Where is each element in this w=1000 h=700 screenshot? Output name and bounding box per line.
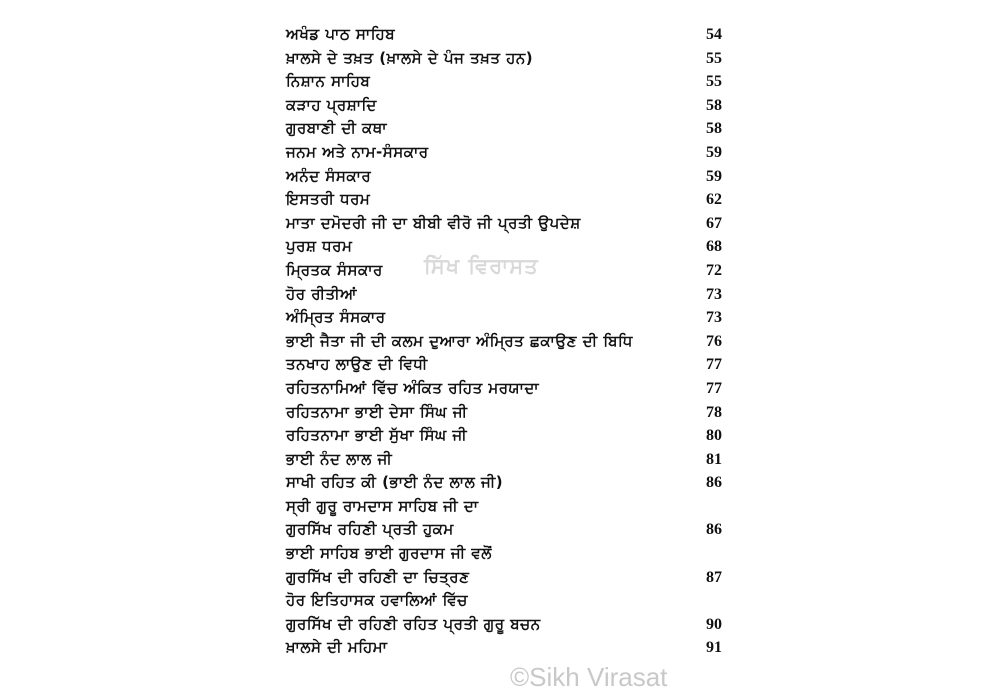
toc-entry-title: ਖ਼ਾਲਸੇ ਦੀ ਮਹਿਮਾ bbox=[286, 638, 388, 657]
toc-entry bbox=[286, 377, 722, 401]
toc-entry bbox=[286, 589, 722, 613]
toc-entry-page: 72 bbox=[706, 261, 722, 279]
toc-entry bbox=[286, 401, 722, 425]
toc-entry-title: ਭਾਈ ਜੈਤਾ ਜੀ ਦੀ ਕਲਮ ਦੁਆਰਾ ਅੰਮ੍ਰਿਤ ਛਕਾਉਣ ਦੀ ਬਿਧਿ bbox=[286, 331, 633, 350]
toc-entry-title: ਅਨੰਦ ਸੰਸਕਾਰ bbox=[286, 166, 372, 185]
toc-entry-page: 55 bbox=[706, 73, 722, 91]
toc-entry-page: 86 bbox=[706, 474, 722, 492]
toc-entry-title: ਰਹਿਤਨਾਮਾ ਭਾਈ ਸੁੱਖਾ ਸਿੰਘ ਜੀ bbox=[286, 426, 468, 445]
toc-entry-title: ਖ਼ਾਲਸੇ ਦੇ ਤਖ਼ਤ (ਖ਼ਾਲਸੇ ਦੇ ਪੰਜ ਤਖ਼ਤ ਹਨ) bbox=[286, 48, 534, 67]
toc-entry-page: 58 bbox=[706, 120, 722, 138]
toc-entry-title: ਜਨਮ ਅਤੇ ਨਾਮ-ਸੰਸਕਾਰ bbox=[286, 142, 429, 161]
toc-entry-title: ਗੁਰਬਾਣੀ ਦੀ ਕਥਾ bbox=[286, 119, 388, 138]
watermark-text: ਸਿੱਖ ਵਿਰਾਸਤ bbox=[424, 254, 539, 278]
toc-entry-page: 77 bbox=[706, 379, 722, 397]
toc-entry-page: 59 bbox=[706, 167, 722, 185]
toc-entry-page: 54 bbox=[706, 26, 722, 43]
toc-entry bbox=[286, 283, 722, 307]
toc-entry bbox=[286, 495, 722, 519]
toc-entry-page: 68 bbox=[706, 238, 722, 256]
toc-entry-title: ਅਖੰਡ ਪਾਠ ਸਾਹਿਬ bbox=[286, 25, 396, 43]
toc-entry bbox=[286, 518, 722, 542]
toc-entry-title: ਰਹਿਤਨਾਮਿਆਂ ਵਿੱਚ ਅੰਕਿਤ ਰਹਿਤ ਮਰਯਾਦਾ bbox=[286, 378, 540, 397]
toc-entry-title: ਗੁਰਸਿੱਖ ਦੀ ਰਹਿਣੀ ਦਾ ਚਿਤ੍ਰਣ bbox=[286, 567, 470, 586]
toc-entry-title: ਕੜਾਹ ਪ੍ਰਸ਼ਾਦਿ bbox=[286, 95, 377, 114]
toc-entry bbox=[286, 23, 722, 47]
toc-entry-page: 55 bbox=[706, 49, 722, 67]
toc-entry-page: 73 bbox=[706, 309, 722, 327]
toc-entry bbox=[286, 636, 722, 660]
toc-entry-page: 81 bbox=[706, 450, 722, 468]
toc-entry-page: 77 bbox=[706, 356, 722, 374]
toc-entry-title: ਹੋਰ ਇਤਿਹਾਸਕ ਹਵਾਲਿਆਂ ਵਿੱਚ bbox=[286, 591, 468, 610]
toc-entry bbox=[286, 424, 722, 448]
toc-entry-title: ਸ੍ਰੀ ਗੁਰੂ ਰਾਮਦਾਸ ਸਾਹਿਬ ਜੀ ਦਾ bbox=[286, 496, 479, 515]
toc-entry-page: 76 bbox=[706, 332, 722, 350]
toc-entry-page: 67 bbox=[706, 214, 722, 232]
toc-entry-title: ਗੁਰਸਿੱਖ ਰਹਿਣੀ ਪ੍ਰਤੀ ਹੁਕਮ bbox=[286, 520, 454, 539]
toc-entry bbox=[286, 188, 722, 212]
toc-entry-title: ਹੋਰ ਰੀਤੀਆਂ bbox=[286, 284, 358, 303]
toc-entry bbox=[286, 542, 722, 566]
toc-entry-title: ਮਾਤਾ ਦਮੋਦਰੀ ਜੀ ਦਾ ਬੀਬੀ ਵੀਰੋ ਜੀ ਪ੍ਰਤੀ ਉਪਦੇਸ਼ bbox=[286, 213, 581, 232]
toc-entry-title: ਨਿਸ਼ਾਨ ਸਾਹਿਬ bbox=[286, 72, 371, 91]
toc-entry-page: 73 bbox=[706, 285, 722, 303]
toc-entry-title: ਗੁਰਸਿੱਖ ਦੀ ਰਹਿਣੀ ਰਹਿਤ ਪ੍ਰਤੀ ਗੁਰੂ ਬਚਨ bbox=[286, 614, 541, 633]
toc-entry bbox=[286, 306, 722, 330]
toc-entry-title: ਪੁਰਸ਼ ਧਰਮ bbox=[286, 237, 353, 256]
toc-entry bbox=[286, 448, 722, 472]
toc-entry-page: 80 bbox=[706, 427, 722, 445]
toc-entry-title: ਅੰਮ੍ਰਿਤ ਸੰਸਕਾਰ bbox=[286, 308, 386, 327]
toc-entry-page: 59 bbox=[706, 143, 722, 161]
toc-entry bbox=[286, 47, 722, 71]
toc-entry bbox=[286, 566, 722, 590]
toc-entry bbox=[286, 94, 722, 118]
toc-entry-title: ਇਸਤਰੀ ਧਰਮ bbox=[286, 190, 371, 209]
toc-entry-title: ਭਾਈ ਸਾਹਿਬ ਭਾਈ ਗੁਰਦਾਸ ਜੀ ਵਲੋਂ bbox=[286, 544, 492, 563]
toc-entry bbox=[286, 117, 722, 141]
toc-entry-title: ਮ੍ਰਿਤਕ ਸੰਸਕਾਰ bbox=[286, 260, 383, 279]
toc-entry-title: ਤਨਖਾਹ ਲਾਉਣ ਦੀ ਵਿਧੀ bbox=[286, 355, 428, 374]
toc-entry bbox=[286, 613, 722, 637]
toc-entry-page: 90 bbox=[706, 615, 722, 633]
toc-entry bbox=[286, 141, 722, 165]
toc-entry-page: 86 bbox=[706, 521, 722, 539]
toc-entry-page: 78 bbox=[706, 403, 722, 421]
toc-entry-page: 87 bbox=[706, 568, 722, 586]
toc-entry bbox=[286, 165, 722, 189]
table-of-contents bbox=[286, 23, 722, 660]
toc-entry bbox=[286, 70, 722, 94]
toc-entry-page: 91 bbox=[706, 639, 722, 657]
toc-entry-page: 58 bbox=[706, 96, 722, 114]
toc-entry-title: ਰਹਿਤਨਾਮਾ ਭਾਈ ਦੇਸਾ ਸਿੰਘ ਜੀ bbox=[286, 402, 468, 421]
toc-entry bbox=[286, 212, 722, 236]
toc-entry-title: ਭਾਈ ਨੰਦ ਲਾਲ ਜੀ bbox=[286, 449, 393, 468]
toc-entry bbox=[286, 471, 722, 495]
toc-entry bbox=[286, 353, 722, 377]
toc-entry-title: ਸਾਖੀ ਰਹਿਤ ਕੀ (ਭਾਈ ਨੰਦ ਲਾਲ ਜੀ) bbox=[286, 473, 504, 492]
toc-entry bbox=[286, 330, 722, 354]
copyright-watermark: ©Sikh Virasat bbox=[510, 662, 668, 692]
toc-entry-page: 62 bbox=[706, 191, 722, 209]
